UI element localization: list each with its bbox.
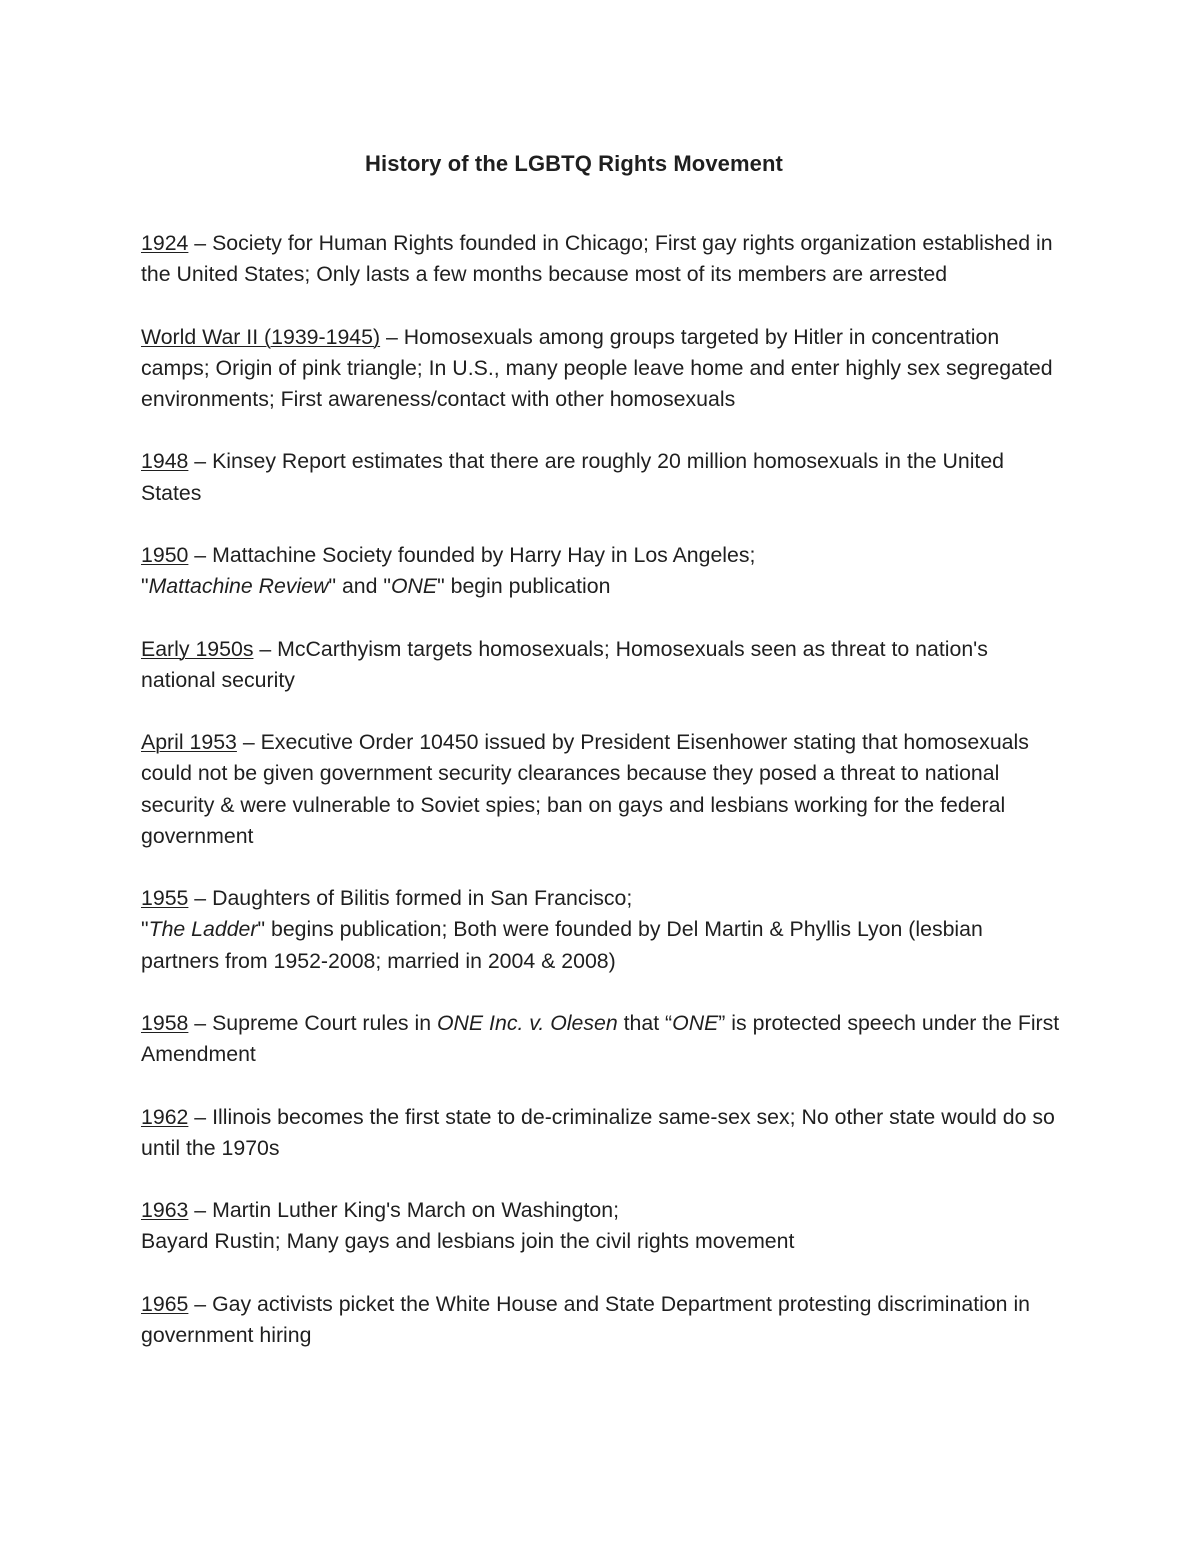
entry-line-1 bbox=[141, 1195, 1061, 1226]
timeline-entry-1963 bbox=[141, 1195, 1061, 1257]
timeline-entry-1950 bbox=[141, 540, 1061, 602]
entry-dash: – bbox=[188, 542, 213, 567]
case-name: ONE Inc. v. Olesen bbox=[436, 1010, 618, 1035]
timeline-entry-wwii bbox=[141, 322, 1061, 416]
entry-date: 1955 bbox=[141, 886, 189, 911]
entry-date: Early 1950s bbox=[141, 636, 254, 661]
entry-date: World War II (1939-1945) bbox=[141, 324, 381, 349]
entry-text: " begin publication bbox=[437, 574, 611, 599]
entry-text: Illinois becomes the first state to de-criminalize same-sex sex; No other state would do so until the 1970s bbox=[141, 1104, 1055, 1160]
timeline-entry-early-1950s bbox=[141, 634, 1061, 696]
entry-text: Gay activists picket the White House and State Department protesting discrimination in government hiring bbox=[141, 1291, 1031, 1347]
entry-dash: – bbox=[188, 886, 213, 911]
entry-text: McCarthyism targets homosexuals; Homosexuals seen as threat to nation's national security bbox=[141, 636, 988, 692]
entry-dash: – bbox=[188, 1291, 213, 1316]
entry-dash: – bbox=[188, 231, 213, 255]
timeline-entries bbox=[141, 228, 1061, 1382]
entry-text: that “ bbox=[617, 1010, 673, 1035]
publication-title: ONE bbox=[390, 574, 438, 599]
entry-dash: – bbox=[188, 449, 213, 474]
timeline-entry-april-1953 bbox=[141, 727, 1061, 852]
entry-date: 1924 bbox=[141, 231, 189, 255]
entry-text: ” is protected speech under the First Amendment bbox=[141, 1010, 1060, 1067]
entry-dash: – bbox=[188, 1198, 213, 1223]
entry-date: April 1953 bbox=[141, 730, 237, 755]
publication-title: Mattachine Review bbox=[148, 574, 329, 599]
entry-dash: – bbox=[236, 730, 261, 755]
timeline-entry-1955 bbox=[141, 883, 1061, 977]
entry-text: " begins publication; Both were founded by Del Martin & Phyllis Lyon (lesbian partners from 1952-2008; married in 2004 & 2008) bbox=[141, 917, 983, 973]
entry-text: Kinsey Report estimates that there are roughly 20 million homosexuals in the United States bbox=[141, 449, 1005, 505]
entry-date: 1950 bbox=[141, 542, 189, 567]
entry-date: 1962 bbox=[141, 1104, 189, 1129]
entry-dash: – bbox=[188, 1010, 213, 1035]
entry-text: Martin Luther King's March on Washington; bbox=[212, 1198, 620, 1223]
entry-text: Mattachine Society founded by Harry Hay in Los Angeles; bbox=[212, 542, 756, 567]
publication-title: ONE bbox=[672, 1010, 719, 1035]
entry-text: Supreme Court rules in bbox=[212, 1010, 437, 1035]
entry-date: 1958 bbox=[141, 1010, 189, 1035]
entry-line-1 bbox=[141, 540, 1061, 571]
publication-title: The Ladder bbox=[148, 917, 258, 942]
entry-quote: " bbox=[141, 574, 149, 599]
entry-text: Society for Human Rights founded in Chicago; First gay rights organization established in the United States; Only lasts a few months because most of its members are arrested bbox=[141, 231, 1053, 287]
document-title: History of the LGBTQ Rights Movement bbox=[365, 151, 783, 176]
entry-quote: " bbox=[141, 917, 149, 942]
timeline-entry-1948 bbox=[141, 446, 1061, 508]
entry-text: Homosexuals among groups targeted by Hitler in concentration camps; Origin of pink triangle; In U.S., many people leave home and enter highly sex segregated environments; First awareness/contact with other homosexuals bbox=[141, 324, 1053, 411]
entry-date: 1963 bbox=[141, 1198, 189, 1223]
entry-dash: – bbox=[380, 324, 404, 349]
entry-text: Daughters of Bilitis formed in San Francisco; bbox=[212, 886, 633, 911]
entry-text: " and " bbox=[328, 574, 391, 599]
entry-line-1 bbox=[141, 883, 1061, 914]
entry-line-2: Bayard Rustin; Many gays and lesbians join the civil rights movement bbox=[141, 1229, 795, 1254]
timeline-entry-1958 bbox=[141, 1008, 1061, 1070]
entry-text: Executive Order 10450 issued by President Eisenhower stating that homosexuals could not be given government security clearances because they posed a threat to national security & were vulnerable to Soviet spies; ban on gays and lesbians working for the federal government bbox=[141, 730, 1029, 848]
timeline-entry-1924 bbox=[141, 228, 1061, 290]
entry-date: 1948 bbox=[141, 449, 189, 474]
entry-line-2 bbox=[141, 571, 1061, 602]
entry-date: 1965 bbox=[141, 1291, 189, 1316]
timeline-entry-1965 bbox=[141, 1289, 1061, 1351]
entry-dash: – bbox=[188, 1104, 213, 1129]
timeline-entry-1962 bbox=[141, 1102, 1061, 1164]
entry-dash: – bbox=[253, 636, 278, 661]
